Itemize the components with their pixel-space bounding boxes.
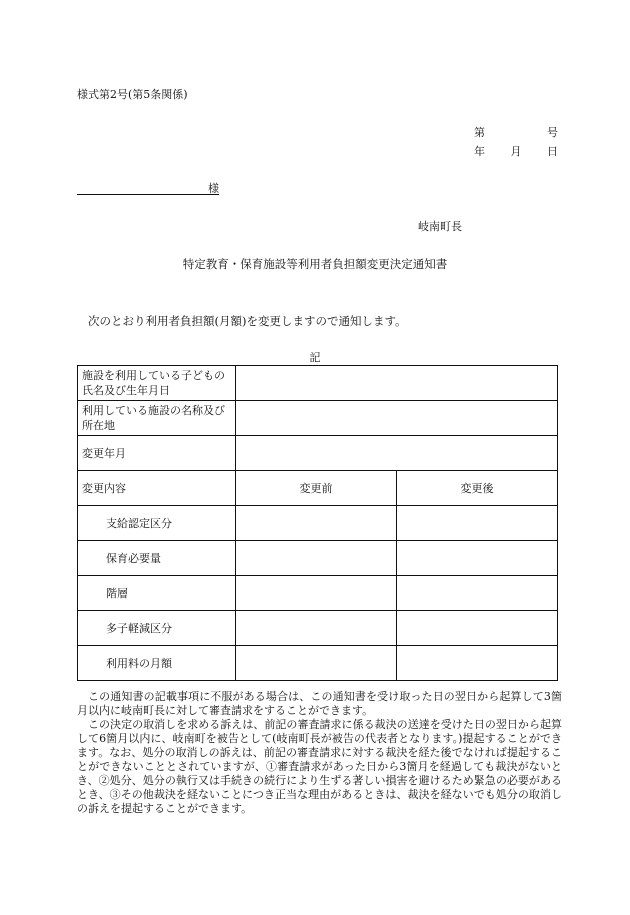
number-prefix: 第 xyxy=(474,126,485,139)
table-row xyxy=(78,611,558,646)
after-cell xyxy=(397,611,558,646)
table-row xyxy=(78,366,558,401)
before-cell xyxy=(236,541,397,576)
form-label: 様式第2号(第5条関係) xyxy=(77,88,188,101)
row-label-change-date: 変更年月 xyxy=(78,436,236,471)
after-cell xyxy=(397,646,558,681)
item-label: 保育必要量 xyxy=(78,541,236,576)
addressee-line xyxy=(77,180,219,195)
issuer: 岐南町長 xyxy=(418,220,462,233)
before-cell xyxy=(236,506,397,541)
intro-text: 次のとおり利用者負担額(月額)を変更しますので通知します。 xyxy=(88,314,407,328)
document-title: 特定教育・保育施設等利用者負担額変更決定通知書 xyxy=(182,257,448,271)
after-cell xyxy=(397,541,558,576)
col-header-before: 変更前 xyxy=(236,471,397,506)
table-row xyxy=(78,576,558,611)
date-line xyxy=(474,143,558,159)
facility-value-cell xyxy=(236,401,558,436)
before-cell xyxy=(236,576,397,611)
row-label-change-content: 変更内容 xyxy=(78,471,236,506)
row-label-facility: 利用している施設の名称及び所在地 xyxy=(78,401,236,436)
document-number-line xyxy=(474,124,558,140)
row-label-child: 施設を利用している子どもの氏名及び生年月日 xyxy=(78,366,236,401)
change-detail-table xyxy=(77,365,558,681)
item-label: 多子軽減区分 xyxy=(78,611,236,646)
col-header-after: 変更後 xyxy=(397,471,558,506)
table-row xyxy=(78,471,558,506)
change-date-value-cell xyxy=(236,436,558,471)
date-month: 月 xyxy=(510,145,522,158)
table-row xyxy=(78,646,558,681)
item-label: 支給認定区分 xyxy=(78,506,236,541)
ki-heading: 記 xyxy=(309,351,321,364)
child-value-cell xyxy=(236,366,558,401)
table-row xyxy=(78,436,558,471)
note-paragraph-lawsuit: この決定の取消しを求める訴えは、前記の審査請求に係る裁決の送達を受けた日の翌日から起算して6箇月以内に、岐南町を被告として(岐南町長が被告の代表者となります。)提起することができます。なお、処分の取消しの訴えは、前記の審査請求に対する裁決を経た後でなければ提起することができないこととされていますが、①審査請求があった日から3箇月を経過しても裁決がないとき、②処分、処分の執行又は手続きの続行により生ずる著しい損害を避けるため緊急の必要があるとき、③その他裁決を経ないことにつき正当な理由があるときは、裁決を経ないでも処分の取消しの訴えを提起することができます。 xyxy=(77,718,562,815)
item-label: 階層 xyxy=(78,576,236,611)
date-year: 年 xyxy=(474,145,485,158)
date-day: 日 xyxy=(547,145,558,158)
table-row xyxy=(78,401,558,436)
number-suffix: 号 xyxy=(547,126,558,139)
after-cell xyxy=(397,576,558,611)
note-paragraph-appeal: この通知書の記載事項に不服がある場合は、この通知書を受け取った日の翌日から起算して3箇月以内に岐南町長に対して審査請求をすることができます。 xyxy=(77,690,562,717)
table-row xyxy=(78,541,558,576)
item-label: 利用料の月額 xyxy=(78,646,236,681)
notes-section xyxy=(77,690,562,816)
after-cell xyxy=(397,506,558,541)
addressee-suffix: 様 xyxy=(208,182,219,195)
table-row xyxy=(78,506,558,541)
before-cell xyxy=(236,611,397,646)
before-cell xyxy=(236,646,397,681)
